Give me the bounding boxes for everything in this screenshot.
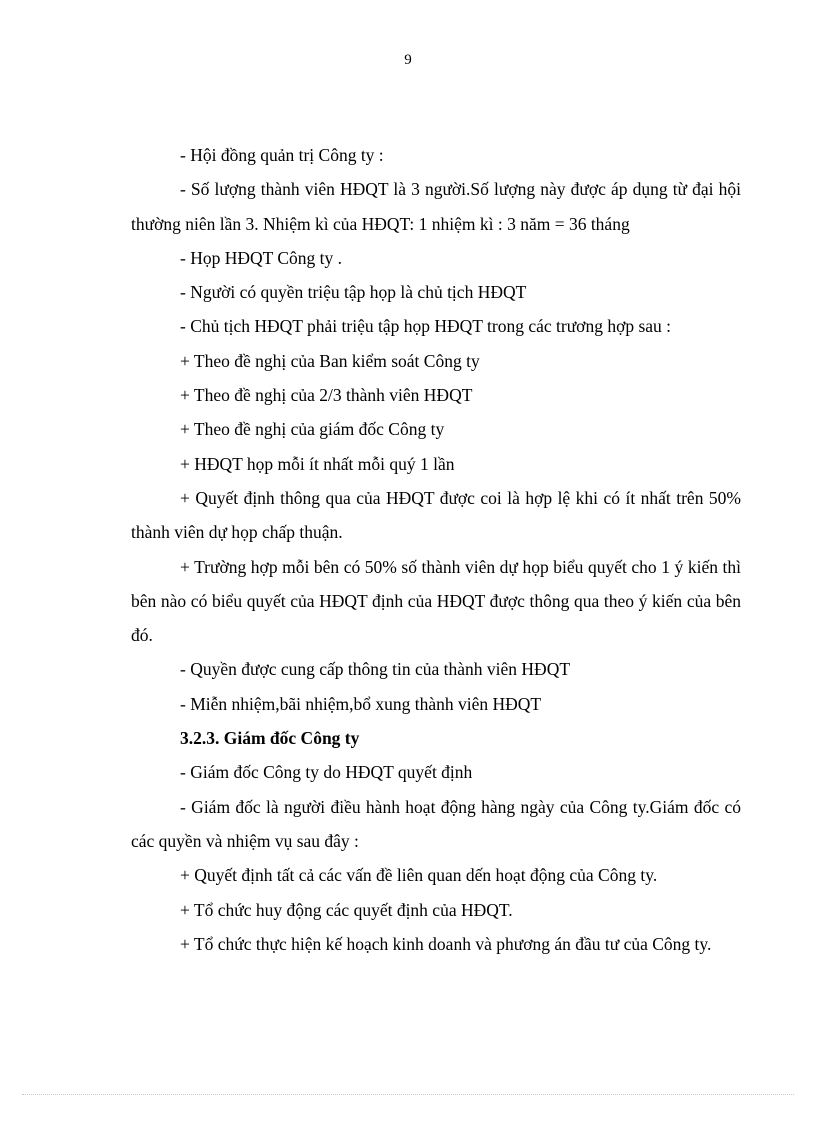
paragraph: + Theo đề nghị của giám đốc Công ty (180, 419, 445, 440)
paragraph: + Tổ chức huy động các quyết định của HĐQT. (180, 899, 513, 920)
paragraph: - Giám đốc là người điều hành hoạt động hàng ngày của Công ty.Giám đốc có các quyền và nhiệm vụ sau đây : (131, 796, 741, 851)
paragraph: + HĐQT họp mỗi ít nhất mỗi quý 1 lần (180, 453, 455, 474)
page-bottom-divider (22, 1094, 794, 1095)
paragraph: - Số lượng thành viên HĐQT là 3 người.Số lượng này được áp dụng từ đại hội thường niên lần 3. Nhiệm kì của HĐQT: 1 nhiệm kì : 3 năm = 36 tháng (131, 179, 741, 234)
paragraph: + Theo đề nghị của Ban kiểm soát Công ty (180, 350, 480, 371)
document-body (131, 138, 741, 961)
paragraph: + Theo đề nghị của 2/3 thành viên HĐQT (180, 385, 473, 406)
paragraph: - Hội đồng quản trị Công ty : (180, 145, 384, 165)
paragraph: + Tổ chức thực hiện kế hoạch kinh doanh và phương án đầu tư của Công ty. (180, 933, 712, 954)
paragraph: + Quyết định tất cả các vấn đề liên quan dến hoạt động của Công ty. (180, 865, 658, 886)
paragraph: - Chủ tịch HĐQT phải triệu tập họp HĐQT trong các trương hợp sau : (180, 316, 672, 337)
paragraph: + Quyết định thông qua của HĐQT được coi là hợp lệ khi có ít nhất trên 50% thành viên dự họp chấp thuận. (131, 487, 741, 543)
paragraph: - Miễn nhiệm,bãi nhiệm,bổ xung thành viên HĐQT (180, 693, 542, 714)
paragraph: - Giám đốc Công ty do HĐQT quyết định (180, 762, 473, 783)
paragraph: + Trường hợp mỗi bên có 50% số thành viên dự họp biểu quyết cho 1 ý kiến thì bên nào có biểu quyết của HĐQT định của HĐQT được thông qua theo ý kiến của bên đó. (131, 556, 741, 646)
section-heading: 3.2.3. Giám đốc Công ty (180, 728, 360, 749)
paragraph: - Họp HĐQT Công ty . (180, 247, 343, 268)
page-number: 9 (404, 52, 412, 68)
paragraph: - Quyền được cung cấp thông tin của thành viên HĐQT (180, 659, 571, 680)
paragraph: - Người có quyền triệu tập họp là chủ tịch HĐQT (180, 282, 527, 303)
